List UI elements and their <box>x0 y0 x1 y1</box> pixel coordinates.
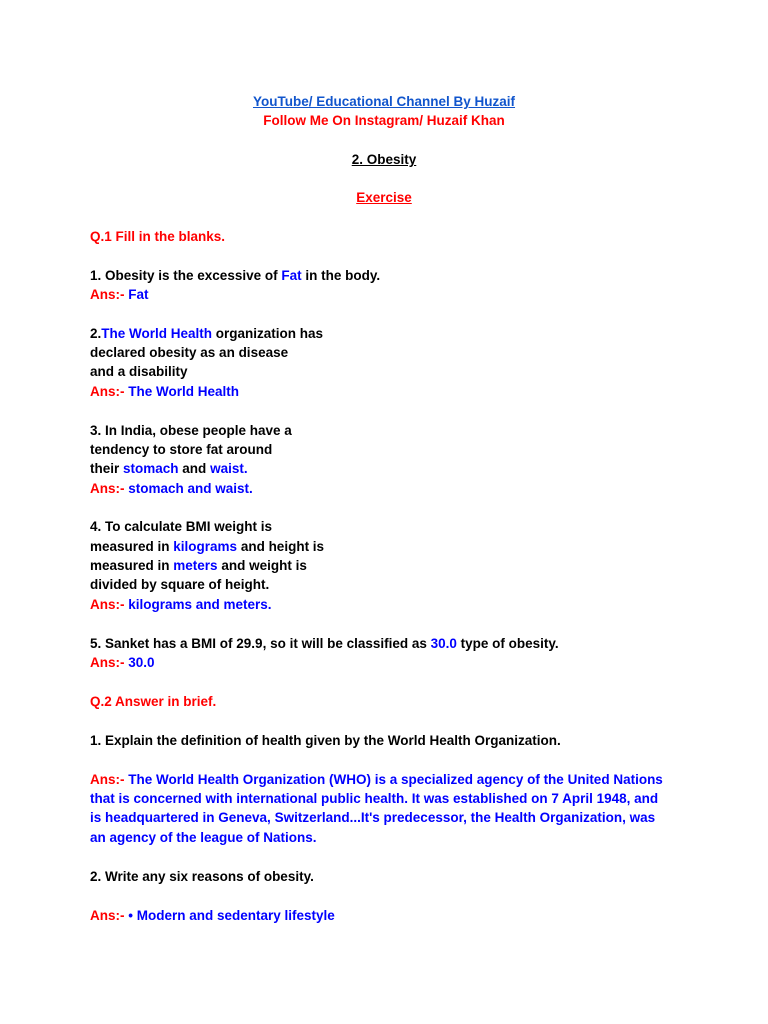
q1-item1-answer-text: Fat <box>128 287 149 302</box>
answer-label: Ans:- <box>90 772 129 787</box>
q2-item1-answer-line1 <box>90 772 663 788</box>
q1-item3-line3-pre: their <box>90 461 124 476</box>
q1-item5-post: type of obesity. <box>456 636 559 651</box>
answer-label: Ans:- <box>90 481 129 496</box>
q1-item4-line4: divided by square of height. <box>90 577 270 592</box>
instagram-line: Follow Me On Instagram/ Huzaif Khan <box>263 113 505 128</box>
q1-item3-fill2: waist. <box>210 461 248 476</box>
q1-item5-pre: 5. Sanket has a BMI of 29.9, so it will be classified as <box>90 636 431 651</box>
q1-item5-answer <box>90 655 155 671</box>
q1-item5-answer-text: 30.0 <box>128 655 155 670</box>
q1-item5-fill: 30.0 <box>430 636 457 651</box>
youtube-channel-link[interactable] <box>0 94 768 110</box>
q1-title: Q.1 Fill in the blanks. <box>90 229 226 244</box>
q1-item4-line2-pre: measured in <box>90 539 174 554</box>
q2-title: Q.2 Answer in brief. <box>90 694 217 709</box>
q1-item4-line3-post: and weight is <box>217 558 307 573</box>
q1-item2-pre: 2. <box>90 326 102 341</box>
q1-item4-answer <box>90 597 272 613</box>
q1-item4-line1: 4. To calculate BMI weight is <box>90 519 273 534</box>
q1-item4-line3-pre: measured in <box>90 558 174 573</box>
q1-item3-line3 <box>90 461 248 477</box>
q1-item4-fill1: kilograms <box>173 539 238 554</box>
chapter-title-text: 2. Obesity <box>351 152 417 167</box>
q1-item2-line1 <box>90 326 323 342</box>
q2-item1-answer-line3: is headquartered in Geneva, Switzerland...It's predecessor, the Health Organization, was <box>90 810 656 825</box>
q1-item2-post: organization has <box>212 326 324 341</box>
q2-item1-answer-line4: an agency of the league of Nations. <box>90 830 317 845</box>
q2-item1-question: 1. Explain the definition of health given by the World Health Organization. <box>90 733 561 748</box>
q1-item1-fill: Fat <box>281 268 302 283</box>
chapter-title <box>0 152 768 168</box>
q1-item5-question <box>90 636 559 652</box>
q1-item3-fill1: stomach <box>123 461 179 476</box>
q2-item2-answer <box>90 908 335 924</box>
q1-item2-answer <box>90 384 239 400</box>
answer-label: Ans:- <box>90 384 129 399</box>
q2-item2-answer-first: • Modern and sedentary lifestyle <box>128 908 335 923</box>
youtube-link-text[interactable]: YouTube/ Educational Channel By Huzaif <box>252 94 516 109</box>
q2-item2-question: 2. Write any six reasons of obesity. <box>90 869 314 884</box>
q1-item2-fill: The World Health <box>101 326 213 341</box>
answer-label: Ans:- <box>90 908 129 923</box>
answer-label: Ans:- <box>90 655 129 670</box>
answer-label: Ans:- <box>90 597 129 612</box>
exercise-heading-text: Exercise <box>356 190 412 205</box>
q1-item3-line1: 3. In India, obese people have a <box>90 423 292 438</box>
q1-item4-line2-post: and height is <box>237 539 325 554</box>
answer-label: Ans:- <box>90 287 129 302</box>
q1-item1-pre: 1. Obesity is the excessive of <box>90 268 282 283</box>
q1-item4-line3 <box>90 558 307 574</box>
q1-item1-question <box>90 268 380 284</box>
exercise-heading <box>0 190 768 206</box>
q2-item1-answer-line2: that is concerned with international public health. It was established on 7 April 1948, and <box>90 791 659 806</box>
q1-item4-fill2: meters <box>173 558 218 573</box>
q1-item3-mid: and <box>178 461 211 476</box>
q1-item4-line2 <box>90 539 324 555</box>
q2-item1-answer-text1: The World Health Organization (WHO) is a specialized agency of the United Nations <box>128 772 663 787</box>
q1-item3-answer-text: stomach and waist. <box>128 481 253 496</box>
q1-item1-post: in the body. <box>301 268 381 283</box>
q1-item3-answer <box>90 481 253 497</box>
q1-item2-line3: and a disability <box>90 364 188 379</box>
q1-item3-line2: tendency to store fat around <box>90 442 273 457</box>
q1-item2-answer-text: The World Health <box>128 384 240 399</box>
q1-item4-answer-text: kilograms and meters. <box>128 597 272 612</box>
q1-item2-line2: declared obesity as an disease <box>90 345 289 360</box>
q1-item1-answer <box>90 287 149 303</box>
